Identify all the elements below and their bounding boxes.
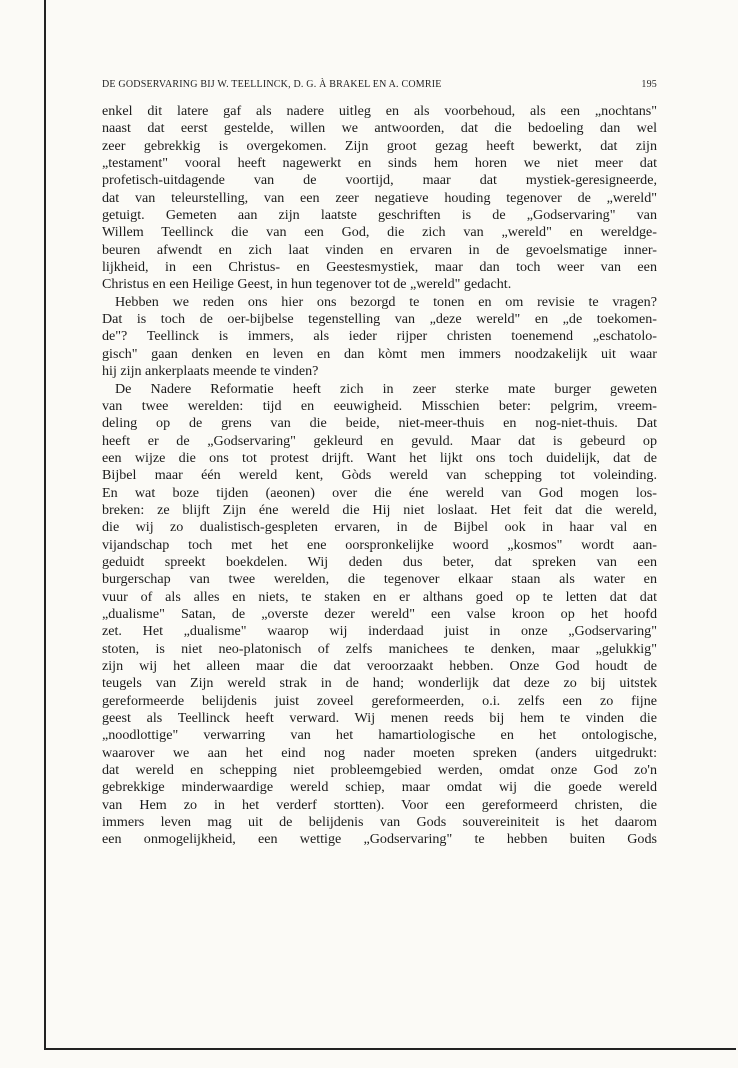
text-line: dat wereld en schepping niet probleemgebied werden, omdat onze God zo'n [102, 762, 657, 779]
text-line: getuigt. Gemeten aan zijn laatste geschriften is de „Godservaring" van [102, 207, 657, 224]
page-number: 195 [641, 79, 657, 90]
text-line: heeft er de „Godservaring" gekleurd en gevuld. Maar dat is gebeurd op [102, 432, 657, 449]
body-text [102, 103, 657, 849]
page-left-edge [44, 0, 46, 1048]
text-line: een wijze die ons tot protest drijft. Want het lijkt ons toch duidelijk, dat de [102, 449, 657, 466]
text-line: gisch" gaan denken en leven en dan kòmt men immers noodzakelijk uit waar [102, 345, 657, 362]
text-line: waarover we aan het eind nog nader moeten spreken (anders uitgedrukt: [102, 744, 657, 761]
text-line: hij zijn ankerplaats meende te vinden? [102, 363, 319, 380]
text-line: Bijbel maar één wereld kent, Gòds wereld van schepping tot voleinding. [102, 467, 657, 484]
text-line: „testament" vooral heeft nagewerkt en sinds hem horen we niet meer dat [102, 155, 657, 172]
text-line: beuren afwendt en zich laat vinden en ervaren in de gevoelsmatige inner- [102, 241, 657, 258]
text-line: profetisch-uitdagende van de voortijd, maar dat mystiek-geresigneerde, [102, 172, 657, 189]
text-line: zijn wij het alleen maar die dat veroorzaakt hebben. Onze God houdt de [102, 658, 657, 674]
text-line: de"? Teellinck is immers, als ieder rijper christen toenemend „eschatolo- [102, 328, 657, 345]
text-line: die wij zo dualistisch-gespleten ervaren, in de Bijbel ook in haar val en [102, 519, 657, 536]
text-line: naast dat eerst gestelde, willen we antwoorden, dat die bedoeling dan wel [102, 120, 657, 137]
text-line: vijandschap toch met het ene oorspronkelijke woord „kosmos" wordt aan- [102, 536, 657, 553]
text-line: vuur of als alles en niets, te staken en er althans goed op te letten dat dat [102, 588, 657, 605]
text-line: zeer gebrekkig is overgekomen. Zijn groot gezag heeft bewerkt, dat zijn [102, 137, 657, 154]
running-title: DE GODSERVARING BIJ W. TEELLINCK, D. G. À BRAKEL EN A. COMRIE [102, 79, 442, 90]
text-line: een onmogelijkheid, een wettige „Godservaring" te hebben buiten Gods [102, 831, 657, 848]
text-line: „noodlottige" verwarring van het hamartiologische en het ontologische, [102, 727, 657, 744]
text-line: Dat is toch de oer-bijbelse tegenstelling van „deze wereld" en „de toekomen- [102, 311, 657, 328]
text-line: lijkheid, in een Christus- en Geestesmystiek, maar dan toch weer van een [102, 259, 657, 276]
text-line: teugels van Zijn wereld strak in de hand; wonderlijk dat deze zo bij uitstek [102, 675, 657, 692]
text-line: enkel dit latere gaf als nadere uitleg en als voorbehoud, als een „nochtans" [102, 103, 657, 119]
text-line: immers leven mag uit de belijdenis van Gods souvereiniteit is het daarom [102, 814, 657, 831]
text-line: gebrekkige minderwaardige wereld schiep, maar omdat wij die goede wereld [102, 779, 657, 796]
text-line: zet. Het „dualisme" waarop wij inderdaad juist in onze „Godservaring" [102, 623, 657, 640]
text-line: Hebben we reden ons hier ons bezorgd te tonen en om revisie te vragen? [115, 293, 657, 310]
text-line: stoten, is niet neo-platonisch of zelfs manichees te denken, maar „gelukkig" [102, 640, 657, 657]
text-line: De Nadere Reformatie heeft zich in zeer sterke mate burger geweten [115, 380, 657, 397]
text-line: „dualisme" Satan, de „overste dezer wereld" een valse kroon op het hoofd [102, 605, 657, 622]
page-bottom-edge [44, 1048, 736, 1050]
text-line: geduidt spreekt boekdelen. Wij deden dus beter, dat spreken van een [102, 553, 657, 570]
text-line: Christus en een Heilige Geest, in hun tegenover tot de „wereld" gedacht. [102, 276, 512, 293]
text-line: deling op de grens van die beide, niet-meer-thuis en nog-niet-thuis. Dat [102, 415, 657, 432]
text-line: En wat boze tijden (aeonen) over die éne wereld van God mogen los- [102, 484, 657, 501]
text-line: breken: ze blijft Zijn éne wereld die Hij niet loslaat. Het feit dat die wereld, [102, 501, 657, 518]
text-line: van twee werelden: tijd en eeuwigheid. Misschien beter: pelgrim, vreem- [102, 397, 657, 414]
text-line: burgerschap van twee werelden, die tegenover elkaar staan als water en [102, 571, 657, 588]
text-line: geest als Teellinck heeft verward. Wij menen reeds bij hem te vinden die [102, 710, 657, 727]
text-line: van Hem zo in het verderf stortten). Voor een gereformeerd christen, die [102, 796, 657, 813]
text-line: dat van teleurstelling, van een zeer negatieve houding tegenover de „wereld" [102, 189, 657, 206]
text-line: gereformeerde belijdenis juist zoveel gereformeerden, o.i. zelfs een zo fijne [102, 692, 657, 709]
text-line: Willem Teellinck die van een God, die zich van „wereld" en wereldge- [102, 224, 657, 241]
